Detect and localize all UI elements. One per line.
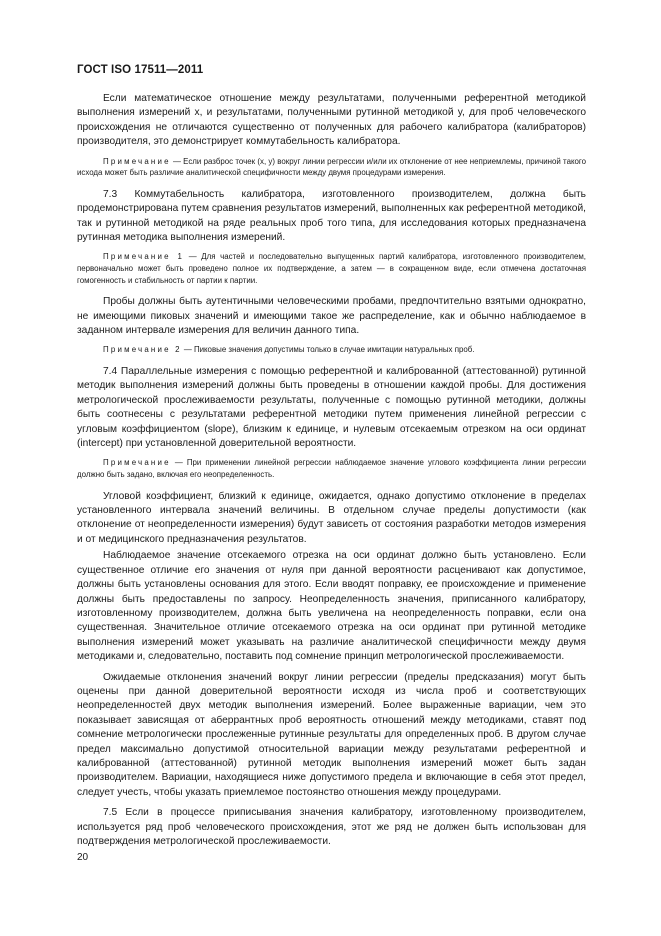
- paragraph-7-4: 7.4 Параллельные измерения с помощью референтной и калиброванной (аттестованной) рутинной методик выполнения измерений должны быть проведены в отношении каждой пробы. Для достижения метрологической прослеживаемости результаты, полученные с помощью рутинной методики, должны быть соотнесены с результатами референтной методики путем применения линейной регрессии с угловым коэффициентом (slope), близким к единице, и нулевым отсекаемым отрезком на оси ординат (intercept) при установленной доверительной вероятности.: [77, 366, 586, 450]
- paragraph: Угловой коэффициент, близкий к единице, ожидается, однако допустимо отклонение в пределах установленного интервала значений величины. В отдельном случае пределы допустимости (как отклонение от неопределенности измерения) будут зависеть от состояния разработки методов измерения и от медицинского предназначения результатов.: [77, 490, 586, 545]
- document-body: [77, 92, 586, 855]
- note-label: Примечание: [103, 458, 171, 468]
- paragraph-7-3: 7.3 Коммутабельность калибратора, изготовленного производителем, должна быть продемонстрирована путем сравнения результатов измерений, выполненных как референтной методикой, так и рутинной методикой на ряде реальных проб того типа, для исследования которых предназначена рутинная методика выполнения измерений.: [77, 188, 586, 244]
- note: [77, 457, 586, 480]
- note-text: — Для частей и последовательно выпущенных партий калибратора, изготовленного производителем, первоначально может быть проведено полное их подтверждение, а затем — в сокращенном виде, если отмечена достаточная гомогенность и стабильность от партии к партии.: [77, 252, 586, 285]
- note-label: Примечание: [103, 156, 171, 166]
- note-text: — При применении линейной регрессии наблюдаемое значение углового коэффициента линии регрессии должно быть задано, включая его неопределенность.: [77, 458, 586, 480]
- document-header: ГОСТ ISO 17511—2011: [77, 64, 204, 76]
- note-text: — Пиковые значения допустимы только в случае имитации натуральных проб.: [183, 345, 475, 355]
- note: [77, 156, 586, 179]
- note: [77, 251, 586, 286]
- paragraph-7-5: 7.5 Если в процессе приписывания значения калибратору, изготовленному производителем, используется ряд проб человеческого происхождения, этот же ряд не должен быть использован для подтверждения метрологической прослеживаемости.: [77, 807, 586, 847]
- page-number: 20: [77, 852, 89, 863]
- paragraph: Если математическое отношение между результатами, полученными референтной методикой выполнения измерений x, и результатами, полученными рутинной методикой y, для проб человеческого происхождения не отличаются существенно от полученных для рабочего калибратора (калибраторов) производителя, это демонстрирует коммутабельность калибратора.: [77, 93, 586, 148]
- note-label: Примечание 2: [103, 345, 182, 355]
- note: [77, 344, 586, 356]
- paragraph: Ожидаемые отклонения значений вокруг линии регрессии (пределы предсказания) могут быть оценены при данной доверительной вероятности исходя из числа проб и соответствующих неопределенностей двух методик выполнения измерений. Более выраженные вариации, чем это показывает зависящая от аберрантных проб вероятность отношений между методиками, ставят под сомнение метрологически прослеженные рутинные результаты для определенных проб. В другом случае предел максимально допустимой относительной вариации между результатами референтной и калиброванной (аттестованной) рутинной методик выполнения измерений может быть задан производителем. Вариации, находящиеся ниже допустимого предела и включающие в себя этот предел, следует учесть, чтобы указать приемлемое постоянство отношения между процедурами.: [77, 671, 586, 798]
- note-label: Примечание 1: [103, 252, 185, 262]
- paragraph: Пробы должны быть аутентичными человеческими пробами, предпочтительно взятыми однократно, не имеющими пиковых значений и имеющими такое же распределение, как и обычно наблюдаемое в заданном интервале измерения для величин данного типа.: [77, 296, 586, 337]
- paragraph: Наблюдаемое значение отсекаемого отрезка на оси ординат должно быть установлено. Если существенное отличие его значения от нуля при данной вероятности расценивают как допустимое, должны быть установлены основания для этого. Если вводят поправку, ее происхождение и применение должны быть предоставлены по запросу. Неопределенность значения, приписанного калибратору, изготовленному производителем, должна быть увеличена на неопределенность поправки, если она существенная. Значительное отличие отсекаемого отрезка на оси ординат при рутинной методике выполнения измерений может указывать на различие аналитической специфичности между двумя методиками и, следовательно, поставить под сомнение принцип метрологической прослеживаемости.: [77, 550, 586, 663]
- note-text: — Если разброс точек (x, y) вокруг линии регрессии и/или их отклонение от нее неприемлемы, причиной такого исхода может быть различие аналитической специфичности между двумя процедурами измерения.: [77, 156, 586, 178]
